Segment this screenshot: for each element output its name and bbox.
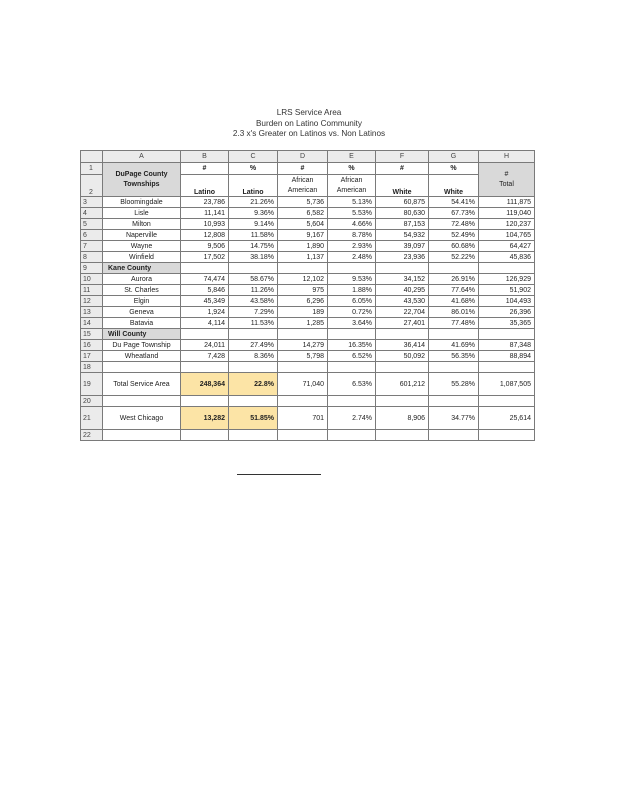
row-label: Lisle <box>103 208 181 219</box>
column-letter: E <box>328 151 376 163</box>
header-label: African American <box>328 175 376 197</box>
white-count: 60,875 <box>376 197 429 208</box>
header-townships: DuPage County Townships <box>103 163 181 197</box>
empty-cell <box>479 430 535 441</box>
white-percent: 52.22% <box>429 252 479 263</box>
white-percent: 72.48% <box>429 219 479 230</box>
white-percent: 86.01% <box>429 307 479 318</box>
row-number: 20 <box>81 396 103 407</box>
empty-cell <box>229 263 278 274</box>
row-label: Wayne <box>103 241 181 252</box>
african-american-percent: 6.53% <box>328 373 376 396</box>
white-percent: 55.28% <box>429 373 479 396</box>
african-american-percent: 2.74% <box>328 407 376 430</box>
table-row <box>81 219 535 230</box>
white-percent: 41.69% <box>429 340 479 351</box>
empty-cell <box>229 430 278 441</box>
row-number: 18 <box>81 362 103 373</box>
table-body <box>81 163 535 441</box>
column-letter: H <box>479 151 535 163</box>
data-table <box>80 150 535 441</box>
white-percent: 34.77% <box>429 407 479 430</box>
latino-percent: 7.29% <box>229 307 278 318</box>
african-american-percent: 3.64% <box>328 318 376 329</box>
row-number: 6 <box>81 230 103 241</box>
african-american-count: 1,890 <box>278 241 328 252</box>
total-count: 111,875 <box>479 197 535 208</box>
african-american-count: 975 <box>278 285 328 296</box>
row-number: 8 <box>81 252 103 263</box>
latino-percent: 9.36% <box>229 208 278 219</box>
row-label: Elgin <box>103 296 181 307</box>
white-count: 39,097 <box>376 241 429 252</box>
latino-percent: 9.14% <box>229 219 278 230</box>
african-american-count: 12,102 <box>278 274 328 285</box>
african-american-count: 14,279 <box>278 340 328 351</box>
table-row <box>81 340 535 351</box>
total-count: 1,087,505 <box>479 373 535 396</box>
african-american-percent: 4.66% <box>328 219 376 230</box>
header-label: Latino <box>229 175 278 197</box>
total-count: 88,894 <box>479 351 535 362</box>
african-american-percent: 6.05% <box>328 296 376 307</box>
report-tagline: 2.3 x's Greater on Latinos vs. Non Latinos <box>232 129 386 138</box>
african-american-count: 5,798 <box>278 351 328 362</box>
total-count: 25,614 <box>479 407 535 430</box>
report-subtitle: Burden on Latino Community <box>255 118 363 128</box>
latino-percent: 22.8% <box>229 373 278 396</box>
blank-row <box>81 362 535 373</box>
empty-cell <box>376 263 429 274</box>
white-count: 34,152 <box>376 274 429 285</box>
latino-count: 7,428 <box>181 351 229 362</box>
blank-row <box>81 430 535 441</box>
empty-cell <box>328 396 376 407</box>
latino-count: 1,924 <box>181 307 229 318</box>
african-american-count: 9,167 <box>278 230 328 241</box>
table-row <box>81 296 535 307</box>
header-symbol: % <box>328 163 376 175</box>
row-label: Aurora <box>103 274 181 285</box>
empty-cell <box>181 362 229 373</box>
empty-cell <box>429 329 479 340</box>
total-count: 126,929 <box>479 274 535 285</box>
empty-cell <box>376 430 429 441</box>
latino-percent: 51.85% <box>229 407 278 430</box>
row-label: West Chicago <box>103 407 181 430</box>
column-letter: D <box>278 151 328 163</box>
table-row <box>81 252 535 263</box>
latino-percent: 11.58% <box>229 230 278 241</box>
empty-cell <box>479 362 535 373</box>
empty-cell <box>429 396 479 407</box>
signature-line <box>237 474 321 475</box>
white-percent: 77.48% <box>429 318 479 329</box>
african-american-percent: 1.88% <box>328 285 376 296</box>
row-number: 4 <box>81 208 103 219</box>
latino-count: 12,808 <box>181 230 229 241</box>
row-number: 5 <box>81 219 103 230</box>
section-row <box>81 263 535 274</box>
african-american-count: 5,736 <box>278 197 328 208</box>
empty-cell <box>229 396 278 407</box>
empty-cell <box>278 329 328 340</box>
empty-cell <box>376 362 429 373</box>
empty-cell <box>278 396 328 407</box>
white-count: 36,414 <box>376 340 429 351</box>
row-label: Total Service Area <box>103 373 181 396</box>
header-label: Total <box>499 180 514 188</box>
table-row <box>81 208 535 219</box>
total-count: 64,427 <box>479 241 535 252</box>
latino-count: 248,364 <box>181 373 229 396</box>
latino-percent: 38.18% <box>229 252 278 263</box>
empty-cell <box>429 362 479 373</box>
latino-count: 9,506 <box>181 241 229 252</box>
african-american-percent: 0.72% <box>328 307 376 318</box>
white-percent: 26.91% <box>429 274 479 285</box>
row-label: Geneva <box>103 307 181 318</box>
latino-percent: 43.58% <box>229 296 278 307</box>
empty-cell <box>479 329 535 340</box>
empty-cell <box>103 362 181 373</box>
header-total <box>479 163 535 197</box>
african-american-percent: 2.48% <box>328 252 376 263</box>
row-number: 15 <box>81 329 103 340</box>
header-symbol: # <box>504 170 509 178</box>
total-count: 104,765 <box>479 230 535 241</box>
section-row <box>81 329 535 340</box>
empty-cell <box>229 329 278 340</box>
latino-percent: 21.26% <box>229 197 278 208</box>
empty-cell <box>429 430 479 441</box>
white-percent: 56.35% <box>429 351 479 362</box>
white-count: 50,092 <box>376 351 429 362</box>
total-count: 120,237 <box>479 219 535 230</box>
row-label: Bloomingdale <box>103 197 181 208</box>
empty-cell <box>278 362 328 373</box>
column-letter: B <box>181 151 229 163</box>
empty-cell <box>103 430 181 441</box>
white-percent: 60.68% <box>429 241 479 252</box>
column-letter: C <box>229 151 278 163</box>
section-label: Will County <box>103 329 181 340</box>
empty-cell <box>479 263 535 274</box>
table-row <box>81 307 535 318</box>
header-symbol: % <box>229 163 278 175</box>
row-number: 16 <box>81 340 103 351</box>
row-number: 1 <box>81 163 103 175</box>
table-row <box>81 285 535 296</box>
latino-percent: 11.26% <box>229 285 278 296</box>
african-american-percent: 16.35% <box>328 340 376 351</box>
empty-cell <box>328 430 376 441</box>
white-count: 8,906 <box>376 407 429 430</box>
table-row <box>81 241 535 252</box>
table-row <box>81 197 535 208</box>
african-american-percent: 5.13% <box>328 197 376 208</box>
table-row <box>81 274 535 285</box>
white-percent: 41.68% <box>429 296 479 307</box>
african-american-count: 1,137 <box>278 252 328 263</box>
row-label: Milton <box>103 219 181 230</box>
empty-cell <box>479 396 535 407</box>
empty-cell <box>429 263 479 274</box>
latino-percent: 14.75% <box>229 241 278 252</box>
empty-cell <box>328 263 376 274</box>
row-number: 9 <box>81 263 103 274</box>
row-label: Winfield <box>103 252 181 263</box>
blank-row <box>81 396 535 407</box>
white-count: 87,153 <box>376 219 429 230</box>
table-row <box>81 351 535 362</box>
white-count: 601,212 <box>376 373 429 396</box>
header-label: White <box>376 175 429 197</box>
empty-cell <box>229 362 278 373</box>
report-title: LRS Service Area <box>276 108 342 117</box>
header-symbol: # <box>278 163 328 175</box>
white-count: 43,530 <box>376 296 429 307</box>
african-american-count: 6,296 <box>278 296 328 307</box>
white-percent: 67.73% <box>429 208 479 219</box>
row-label: Batavia <box>103 318 181 329</box>
latino-count: 11,141 <box>181 208 229 219</box>
header-row-1 <box>81 163 535 175</box>
table-row <box>81 230 535 241</box>
row-number: 3 <box>81 197 103 208</box>
header-label: Latino <box>181 175 229 197</box>
empty-cell <box>328 329 376 340</box>
column-letter: A <box>103 151 181 163</box>
row-number: 22 <box>81 430 103 441</box>
table-row <box>81 407 535 430</box>
latino-count: 17,502 <box>181 252 229 263</box>
african-american-count: 189 <box>278 307 328 318</box>
latino-count: 5,846 <box>181 285 229 296</box>
column-letter: G <box>429 151 479 163</box>
latino-percent: 27.49% <box>229 340 278 351</box>
latino-percent: 8.36% <box>229 351 278 362</box>
row-label: Naperville <box>103 230 181 241</box>
empty-cell <box>181 396 229 407</box>
african-american-count: 71,040 <box>278 373 328 396</box>
white-count: 40,295 <box>376 285 429 296</box>
row-number: 14 <box>81 318 103 329</box>
white-count: 22,704 <box>376 307 429 318</box>
header-label: African American <box>278 175 328 197</box>
white-percent: 77.64% <box>429 285 479 296</box>
report-title-block <box>0 108 618 140</box>
empty-cell <box>376 396 429 407</box>
empty-cell <box>278 263 328 274</box>
african-american-count: 701 <box>278 407 328 430</box>
empty-cell <box>278 430 328 441</box>
white-count: 54,932 <box>376 230 429 241</box>
row-label: Wheatland <box>103 351 181 362</box>
column-letter: F <box>376 151 429 163</box>
total-count: 87,348 <box>479 340 535 351</box>
header-symbol: % <box>429 163 479 175</box>
empty-cell <box>181 329 229 340</box>
section-label: Kane County <box>103 263 181 274</box>
white-count: 23,936 <box>376 252 429 263</box>
row-number: 2 <box>81 175 103 197</box>
african-american-percent: 2.93% <box>328 241 376 252</box>
row-number: 11 <box>81 285 103 296</box>
total-count: 45,836 <box>479 252 535 263</box>
empty-cell <box>328 362 376 373</box>
header-label: White <box>429 175 479 197</box>
african-american-count: 1,285 <box>278 318 328 329</box>
african-american-percent: 6.52% <box>328 351 376 362</box>
row-label: Du Page Township <box>103 340 181 351</box>
white-count: 27,401 <box>376 318 429 329</box>
african-american-percent: 9.53% <box>328 274 376 285</box>
row-label: St. Charles <box>103 285 181 296</box>
african-american-percent: 8.78% <box>328 230 376 241</box>
latino-count: 24,011 <box>181 340 229 351</box>
african-american-count: 6,582 <box>278 208 328 219</box>
row-number: 13 <box>81 307 103 318</box>
white-percent: 52.49% <box>429 230 479 241</box>
total-count: 104,493 <box>479 296 535 307</box>
latino-percent: 58.67% <box>229 274 278 285</box>
header-symbol: # <box>181 163 229 175</box>
latino-count: 74,474 <box>181 274 229 285</box>
corner-cell <box>81 151 103 163</box>
latino-count: 4,114 <box>181 318 229 329</box>
empty-cell <box>376 329 429 340</box>
empty-cell <box>103 396 181 407</box>
header-symbol: # <box>376 163 429 175</box>
total-count: 35,365 <box>479 318 535 329</box>
row-number: 21 <box>81 407 103 430</box>
row-number: 19 <box>81 373 103 396</box>
total-count: 26,396 <box>479 307 535 318</box>
total-count: 119,040 <box>479 208 535 219</box>
empty-cell <box>181 263 229 274</box>
african-american-count: 5,604 <box>278 219 328 230</box>
white-percent: 54.41% <box>429 197 479 208</box>
row-number: 17 <box>81 351 103 362</box>
latino-count: 10,993 <box>181 219 229 230</box>
latino-percent: 11.53% <box>229 318 278 329</box>
latino-count: 45,349 <box>181 296 229 307</box>
latino-count: 13,282 <box>181 407 229 430</box>
table-row <box>81 373 535 396</box>
latino-count: 23,786 <box>181 197 229 208</box>
row-number: 10 <box>81 274 103 285</box>
empty-cell <box>181 430 229 441</box>
row-number: 12 <box>81 296 103 307</box>
table-row <box>81 318 535 329</box>
total-count: 51,902 <box>479 285 535 296</box>
column-header-row <box>81 151 535 163</box>
row-number: 7 <box>81 241 103 252</box>
white-count: 80,630 <box>376 208 429 219</box>
african-american-percent: 5.53% <box>328 208 376 219</box>
